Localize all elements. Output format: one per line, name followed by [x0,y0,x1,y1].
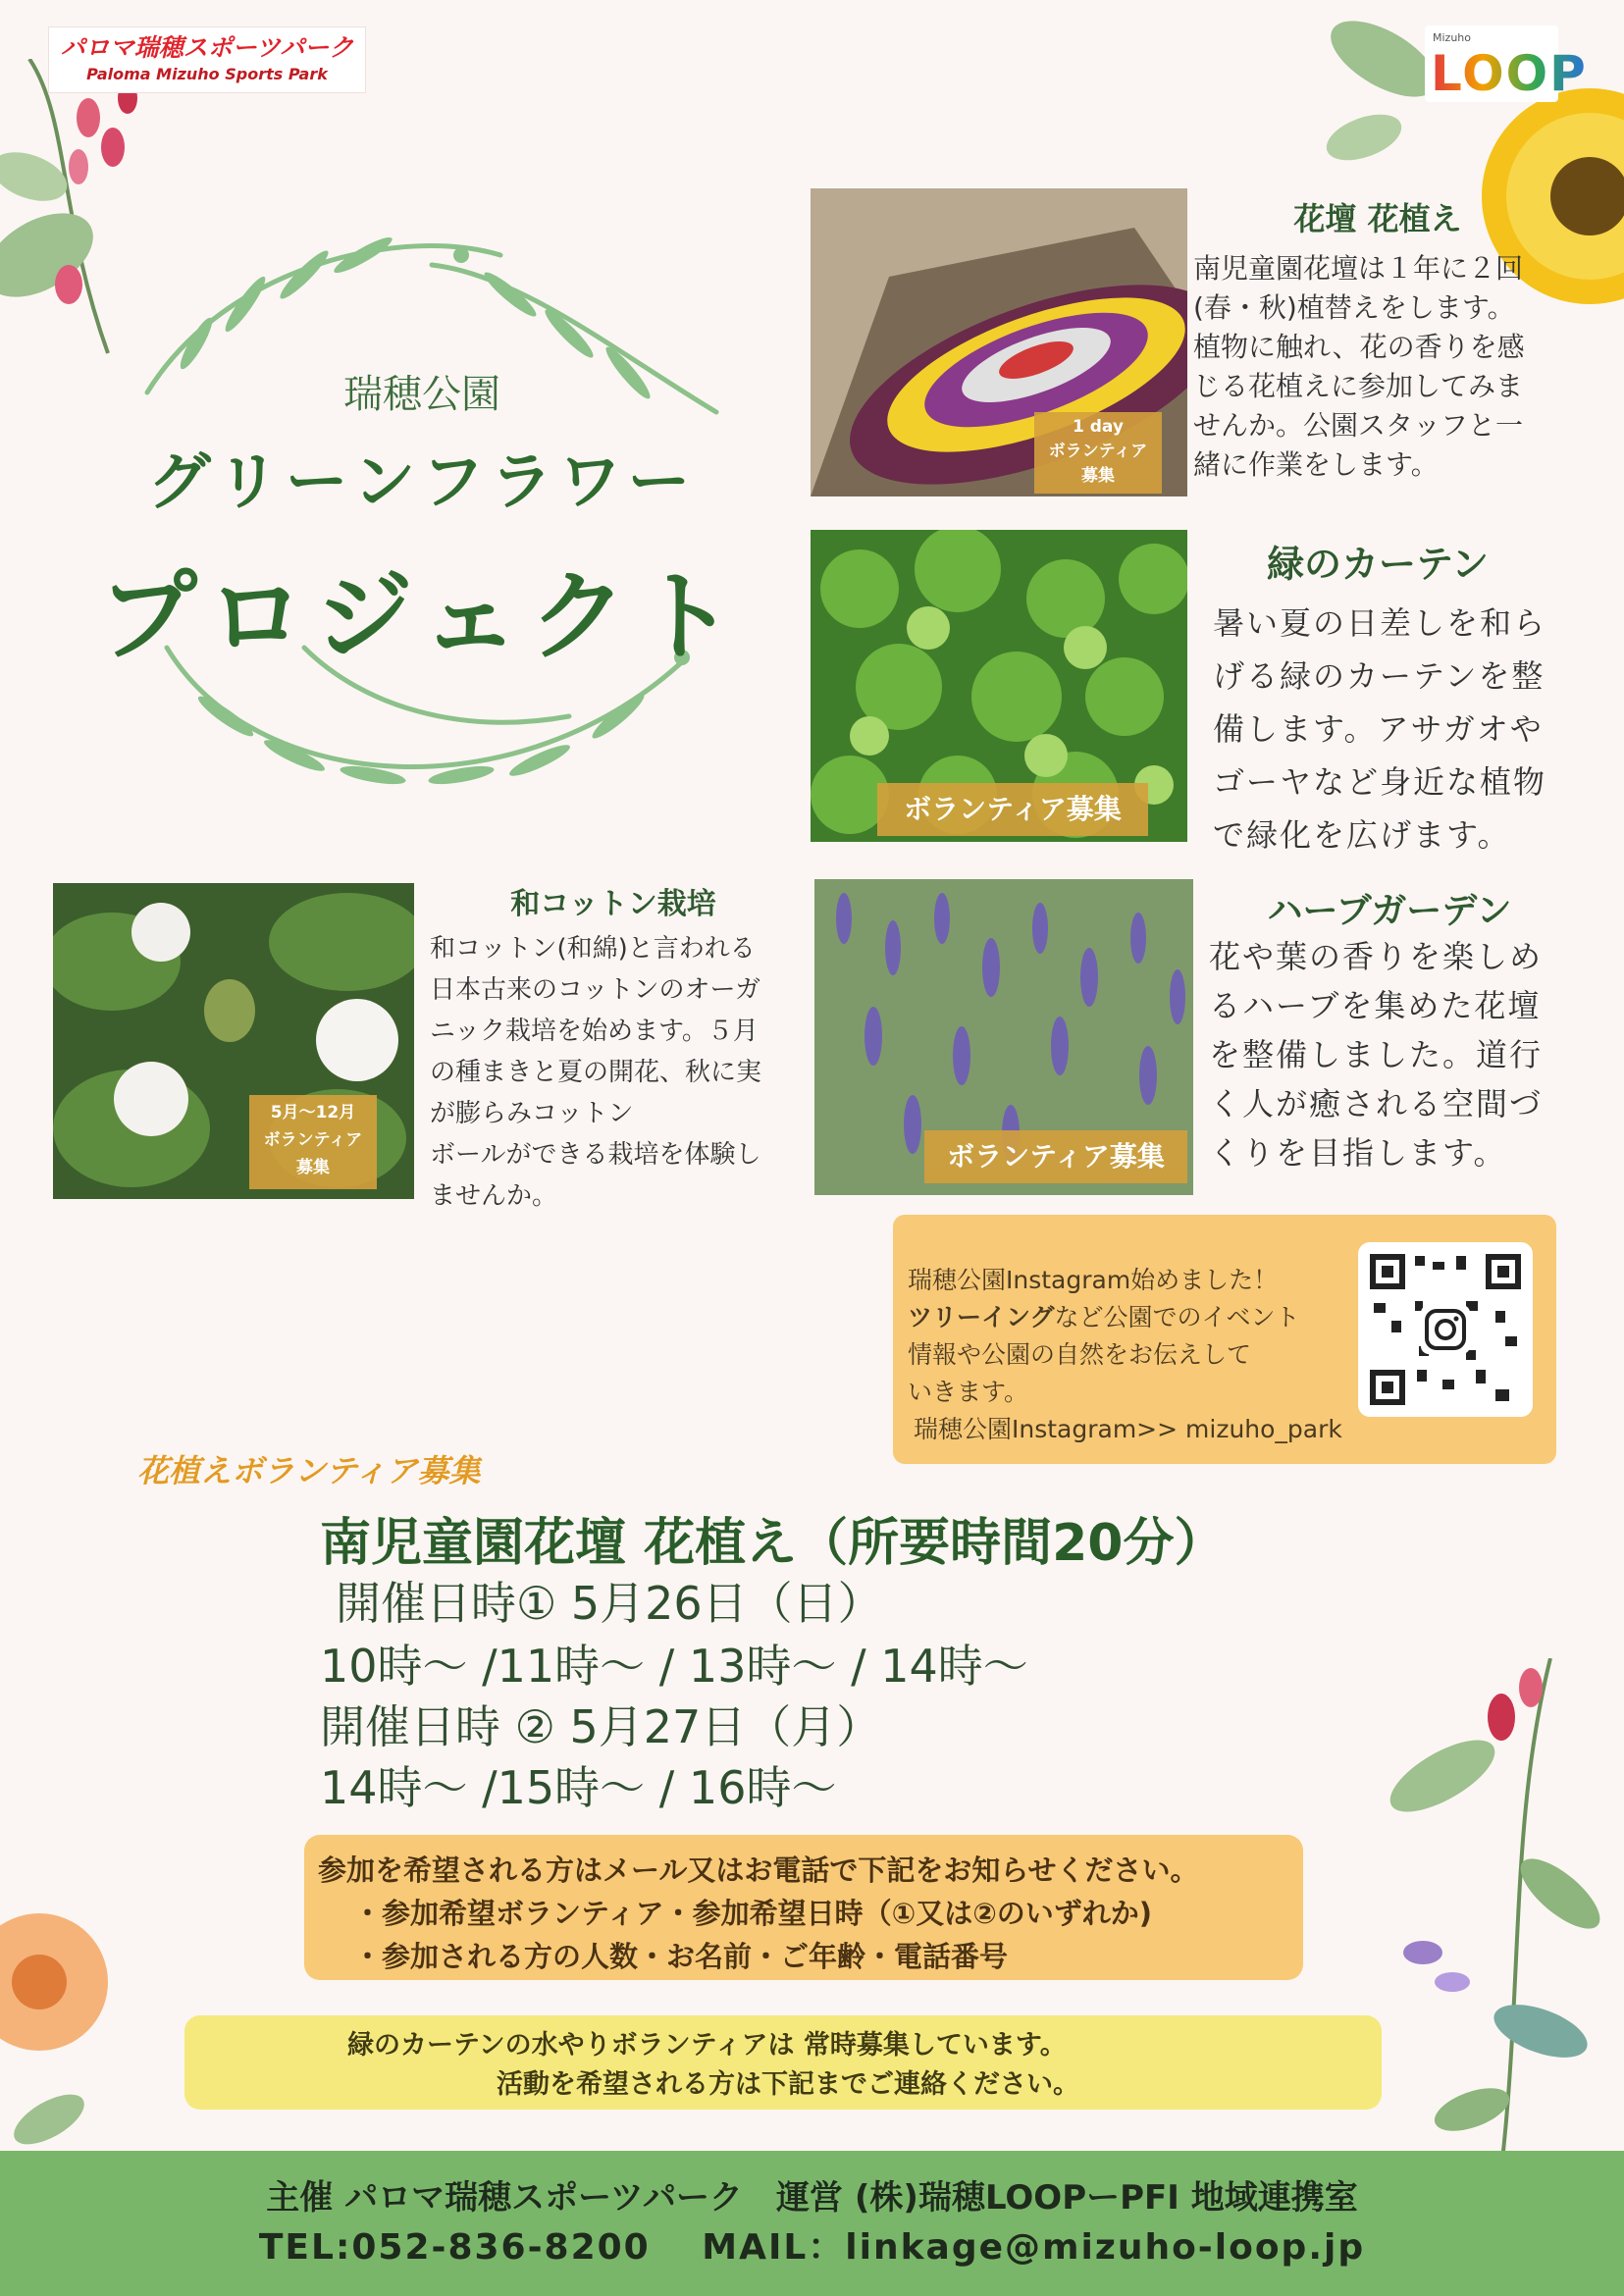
loop-logo-text: LOOP [1431,45,1588,102]
flowerbed-photo [811,188,1187,496]
flowerbed-tag [1034,412,1162,494]
schedule-date2: 開催日時 ② 5月27日（月） [320,1700,882,1753]
flowerbed-text-line: せんか。公園スタッフと一 [1193,409,1524,442]
curtain-text-line: で緑化を広げます。 [1213,816,1511,854]
instagram-link[interactable]: 瑞穂公園Instagram>> mizuho_park [914,1415,1342,1443]
cotton-photo [53,883,414,1199]
herb-tag: ボランティア募集 [924,1130,1187,1183]
cotton-tag [249,1095,377,1189]
cotton-text-line: ボールができる栽培を体験し [430,1140,761,1170]
instagram-qr-code[interactable] [1358,1242,1533,1417]
curtain-photo [811,530,1187,842]
schedule-date1: 開催日時① 5月26日（日） [336,1577,883,1630]
cotton-tag-line: ボランティア [263,1130,363,1150]
cotton-text-line: 日本古来のコットンのオーガ [430,975,760,1005]
loop-logo-small: Mizuho [1433,31,1471,44]
cotton-tag-line: 5月〜12月 [270,1103,356,1122]
herb-text-line: くりを目指します。 [1209,1134,1507,1172]
herb-photo [814,879,1193,1195]
herb-title: ハーブガーデン [1267,891,1512,931]
instagram-text [908,1262,1369,1448]
cotton-text-line: ニック栽培を始めます。５月 [430,1017,759,1046]
flowerbed-text-line: 南児童園花壇は１年に２回 [1193,252,1524,285]
curtain-text-line: 備します。アサガオや [1213,710,1544,748]
flowerbed-tag-line: 1 day [1073,417,1124,437]
herb-text-line: 花や葉の香りを楽しめ [1209,938,1544,975]
apply-line: ・参加される方の人数・お名前・ご年齢・電話番号 [353,1940,1009,1973]
flowerbed-tag-line: 募集 [1081,466,1115,486]
flowerbed-text-line: 植物に触れ、花の香りを感 [1193,331,1525,363]
instagram-treeing: ツリーイング [908,1303,1055,1331]
curtain-title: 緑のカーテン [1266,543,1490,586]
flowerbed-text-line: 緒に作業をします。 [1193,448,1439,481]
flowerbed-text [1193,249,1525,485]
instagram-line [908,1299,1369,1336]
footer-contact[interactable]: TEL:052-836-8200 MAIL：linkage@mizuho-loop.jp [258,2227,1366,2268]
instagram-line: 瑞穂公園Instagram始めました！ [908,1266,1279,1294]
curtain-text-line: げる緑のカーテンを整 [1213,657,1545,695]
paloma-logo-jp: パロマ瑞穂スポーツパーク [60,33,354,62]
instagram-line: 情報や公園の自然をお伝えして [908,1340,1252,1369]
herb-text-line: るハーブを集めた花壇 [1209,987,1542,1024]
cotton-text-line: の種まきと夏の開花、秋に実 [430,1058,762,1087]
hero-title-line1: グリーンフラワー [147,446,697,519]
curtain-tag: ボランティア募集 [877,783,1148,836]
hero-title-line2: プロジェクト [99,559,745,674]
flowerbed-text-line: (春・秋)植替えをします。 [1193,291,1515,324]
curtain-text-line: 暑い夏の日差しを和ら [1213,604,1547,642]
flowerbed-text-line: じる花植えに参加してみま [1193,370,1524,402]
cotton-text-line: が膨らみコットン [430,1099,634,1128]
event-title: 南児童園花壇 花植え（所要時間20分） [320,1514,1226,1573]
flowerbed-tag-line: ボランティア [1048,442,1148,461]
schedule-times2: 14時〜 /15時〜 / 16時〜 [320,1761,837,1814]
cotton-tag-line: 募集 [296,1158,330,1177]
water-line: 活動を希望される方は下記までご連絡ください。 [497,2069,1079,2100]
flowerbed-title: 花壇 花植え [1293,200,1462,237]
apply-line: 参加を希望される方はメール又はお電話で下記をお知らせください。 [318,1853,1199,1887]
footer-organizer: 主催 パロマ瑞穂スポーツパーク 運営 (株)瑞穂LOOPーPFI 地域連携室 [266,2178,1358,2218]
paloma-logo [49,27,365,92]
loop-logo [1425,26,1588,102]
recruit-label: 花植えボランティア募集 [137,1452,481,1489]
water-line: 緑のカーテンの水やりボランティアは 常時募集しています。 [347,2030,1067,2061]
instagram-line2-rest: など公園でのイベント [1054,1303,1300,1331]
cotton-title: 和コットン栽培 [510,887,716,921]
herb-text [1209,932,1543,1177]
cotton-text-line: 和コットン(和綿)と言われる [430,934,756,964]
cotton-text [430,928,761,1217]
instagram-line: いきます。 [908,1378,1029,1406]
curtain-text-line: ゴーヤなど身近な植物 [1213,763,1547,801]
apply-line: ・参加希望ボランティア・参加希望日時（①又は②のいずれか) [353,1897,1153,1930]
hero-subtitle: 瑞穂公園 [343,372,500,417]
herb-text-line: く人が癒される空間づ [1209,1085,1544,1122]
herb-text-line: を整備しました。道行 [1209,1036,1544,1073]
paloma-logo-en: Paloma Mizuho Sports Park [86,65,328,83]
cotton-text-line: ませんか。 [430,1181,558,1211]
curtain-text [1213,597,1546,861]
schedule-times1: 10時〜 /11時〜 / 13時〜 / 14時〜 [320,1640,1028,1693]
